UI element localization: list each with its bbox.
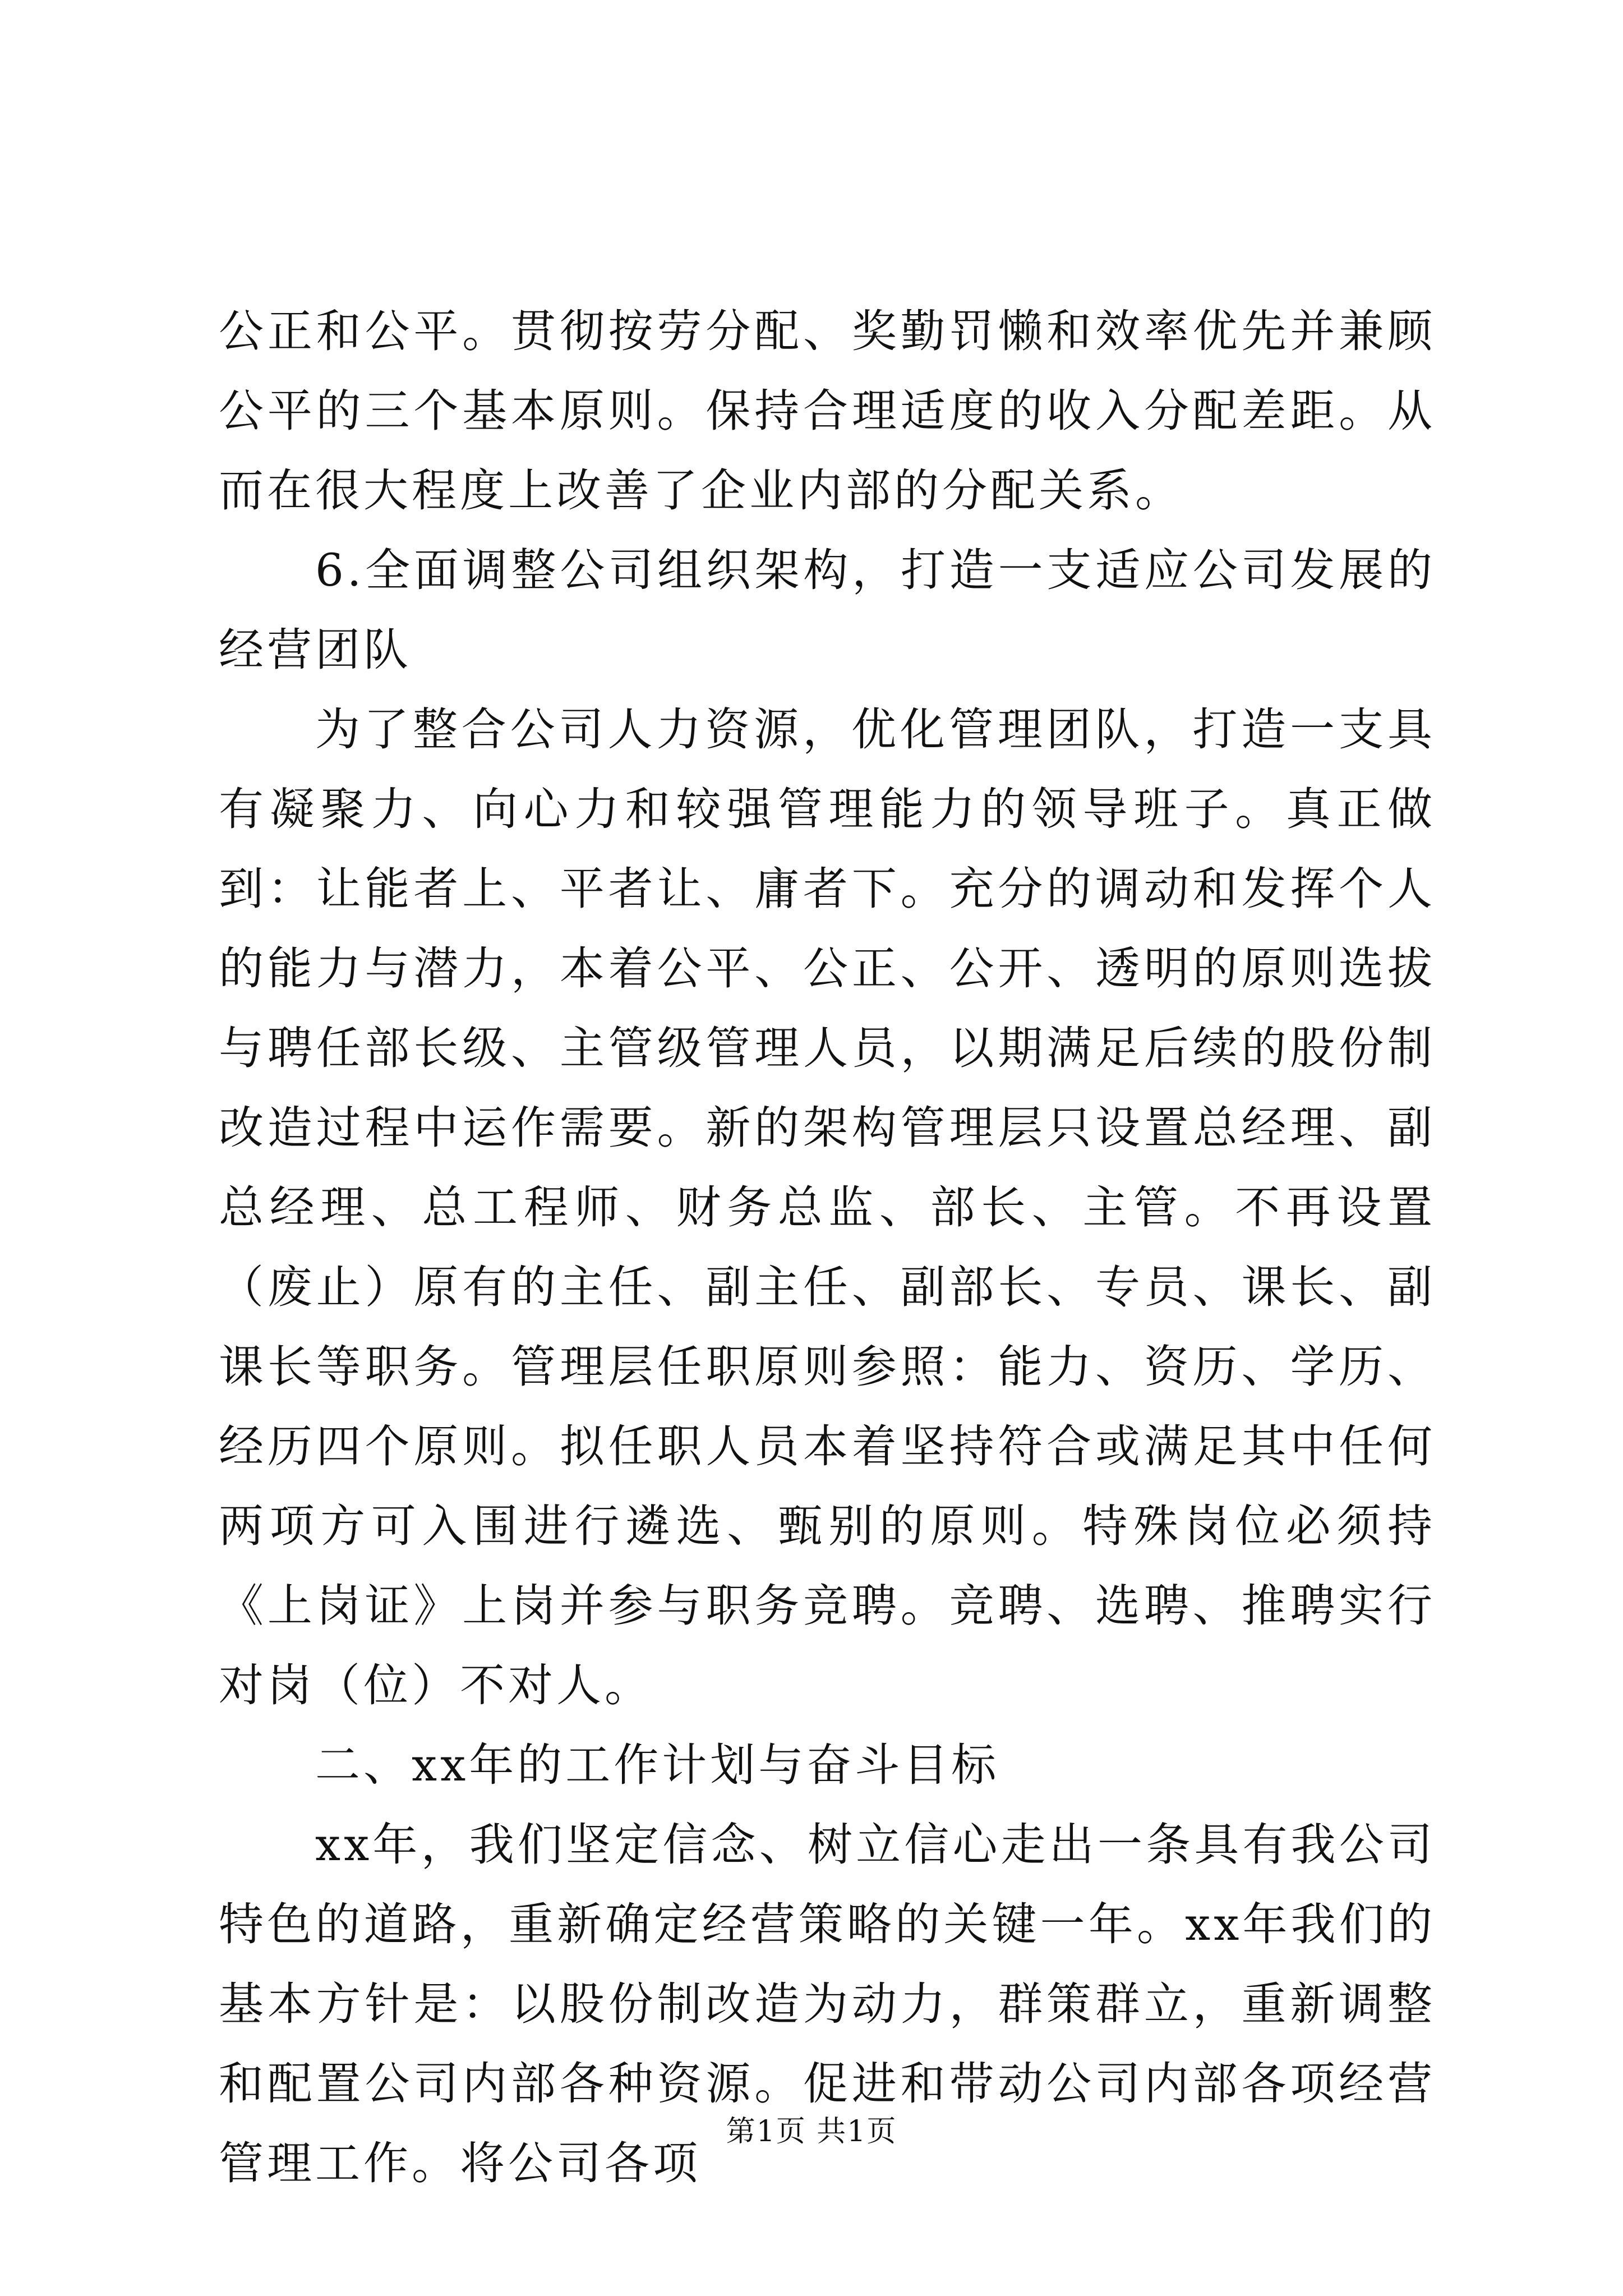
paragraph-continuation: 公正和公平。贯彻按劳分配、奖勤罚懒和效率优先并兼顾公平的三个基本原则。保持合理适度的收入分配差距。从而在很大程度上改善了企业内部的分配关系。 [219, 305, 1436, 517]
paragraph-plan: xx年，我们坚定信念、树立信心走出一条具有我公司特色的道路，重新确定经营策略的关键一年。xx年我们的基本方针是：以股份制改造为动力，群策群立，重新调整和配置公司内部各种资源。促进和带动公司内部各项经营管理工作。将公司各项 [219, 1819, 1436, 2189]
paragraph-org-restructure: 为了整合公司人力资源，优化管理团队，打造一支具有凝聚力、向心力和较强管理能力的领导班子。真正做到：让能者上、平者让、庸者下。充分的调动和发挥个人的能力与潜力，本着公平、公正、公开、透明的原则选拔与聘任部长级、主管级管理人员，以期满足后续的股份制改造过程中运作需要。新的架构管理层只设置总经理、副总经理、总工程师、财务总监、部长、主管。不再设置（废止）原有的主任、副主任、副部长、专员、课长、副课长等职务。管理层任职原则参照：能力、资历、学历、经历四个原则。拟任职人员本着坚持符合或满足其中任何两项方可入围进行遴选、甄别的原则。特殊岗位必须持《上岗证》上岗并参与职务竞聘。竞聘、选聘、推聘实行对岗（位）不对人。 [219, 703, 1436, 1711]
section-heading-plan: 二、xx年的工作计划与奋斗目标 [315, 1739, 1000, 1791]
page-footer: 第1页 共1页 [726, 2115, 897, 2148]
section-heading-6: 6.全面调整公司组织架构，打造一支适应公司发展的经营团队 [219, 544, 1436, 676]
document-body [219, 292, 1436, 2203]
